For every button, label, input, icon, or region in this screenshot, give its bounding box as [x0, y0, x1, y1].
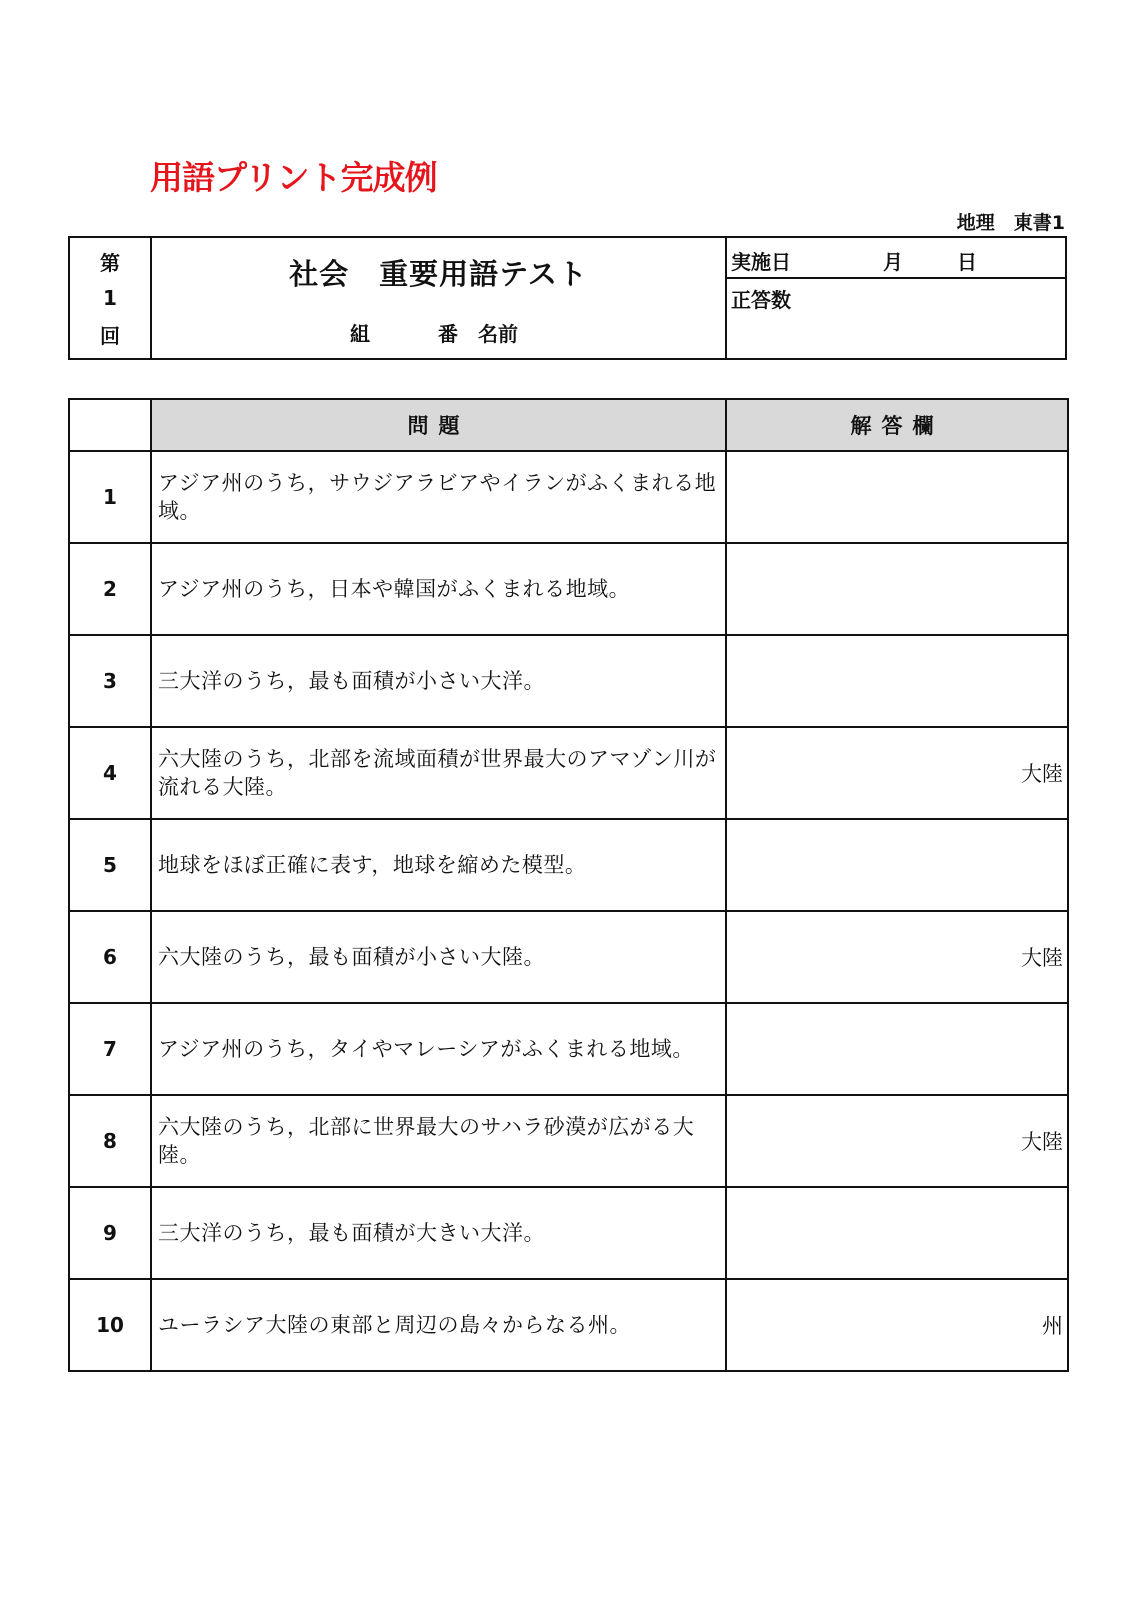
question-number: 8 [69, 1095, 151, 1187]
question-number: 10 [69, 1279, 151, 1371]
name-label: 名前 [478, 322, 518, 346]
table-row [69, 1095, 1068, 1187]
question-number: 4 [69, 727, 151, 819]
question-text: 三大洋のうち，最も面積が小さい大洋。 [151, 635, 726, 727]
question-header: 問題 [151, 399, 726, 451]
question-number: 5 [69, 819, 151, 911]
table-row [69, 819, 1068, 911]
date-row [727, 238, 1065, 279]
example-stamp: 用語プリント完成例 [150, 158, 437, 197]
answer-cell[interactable] [726, 727, 1068, 819]
number-label: 番 [438, 322, 458, 346]
table-row [69, 543, 1068, 635]
table-row [69, 727, 1068, 819]
round-top: 第 [100, 251, 120, 275]
month-label: 月 [883, 250, 903, 274]
question-text: 六大陸のうち，最も面積が小さい大陸。 [151, 911, 726, 1003]
day-label: 日 [957, 250, 977, 274]
answer-suffix: 州 [1042, 1314, 1063, 1338]
test-title: 社会 重要用語テスト [289, 257, 588, 291]
answer-cell[interactable] [726, 819, 1068, 911]
answer-cell[interactable] [726, 1187, 1068, 1279]
answer-cell[interactable] [726, 543, 1068, 635]
test-header [68, 236, 1067, 360]
question-number: 7 [69, 1003, 151, 1095]
table-row [69, 1279, 1068, 1371]
answer-cell[interactable] [726, 635, 1068, 727]
question-text: アジア州のうち，日本や韓国がふくまれる地域。 [151, 543, 726, 635]
answer-cell[interactable] [726, 1095, 1068, 1187]
answer-cell[interactable] [726, 1003, 1068, 1095]
table-row [69, 911, 1068, 1003]
date-label: 実施日 [731, 250, 791, 274]
table-row [69, 635, 1068, 727]
question-number: 9 [69, 1187, 151, 1279]
table-row [69, 1187, 1068, 1279]
answer-cell[interactable] [726, 911, 1068, 1003]
score-label: 正答数 [731, 288, 791, 312]
question-text: アジア州のうち，タイやマレーシアがふくまれる地域。 [151, 1003, 726, 1095]
answer-cell[interactable] [726, 451, 1068, 543]
subject-label: 地理 東書1 [956, 212, 1065, 234]
answer-suffix: 大陸 [1021, 1130, 1063, 1154]
round-number: 1 [103, 286, 117, 310]
question-text: 地球をほぼ正確に表す，地球を縮めた模型。 [151, 819, 726, 911]
question-text: 六大陸のうち，北部に世界最大のサハラ砂漠が広がる大陸。 [151, 1095, 726, 1187]
class-label: 組 [350, 322, 370, 346]
answer-cell[interactable] [726, 1279, 1068, 1371]
question-text: 六大陸のうち，北部を流域面積が世界最大のアマゾン川が流れる大陸。 [151, 727, 726, 819]
answer-suffix: 大陸 [1021, 946, 1063, 970]
info-box [727, 238, 1065, 358]
answer-header: 解答欄 [726, 399, 1068, 451]
table-header-row [69, 399, 1068, 451]
question-number: 6 [69, 911, 151, 1003]
title-box [152, 238, 727, 358]
table-row [69, 451, 1068, 543]
question-text: アジア州のうち，サウジアラビアやイランがふくまれる地域。 [151, 451, 726, 543]
answer-suffix: 大陸 [1021, 762, 1063, 786]
table-row [69, 1003, 1068, 1095]
question-text: ユーラシア大陸の東部と周辺の島々からなる州。 [151, 1279, 726, 1371]
round-bottom: 回 [100, 324, 120, 348]
question-text: 三大洋のうち，最も面積が大きい大洋。 [151, 1187, 726, 1279]
round-box [70, 238, 152, 358]
question-number: 2 [69, 543, 151, 635]
question-number: 1 [69, 451, 151, 543]
question-number: 3 [69, 635, 151, 727]
number-header [69, 399, 151, 451]
question-table [68, 398, 1069, 1372]
